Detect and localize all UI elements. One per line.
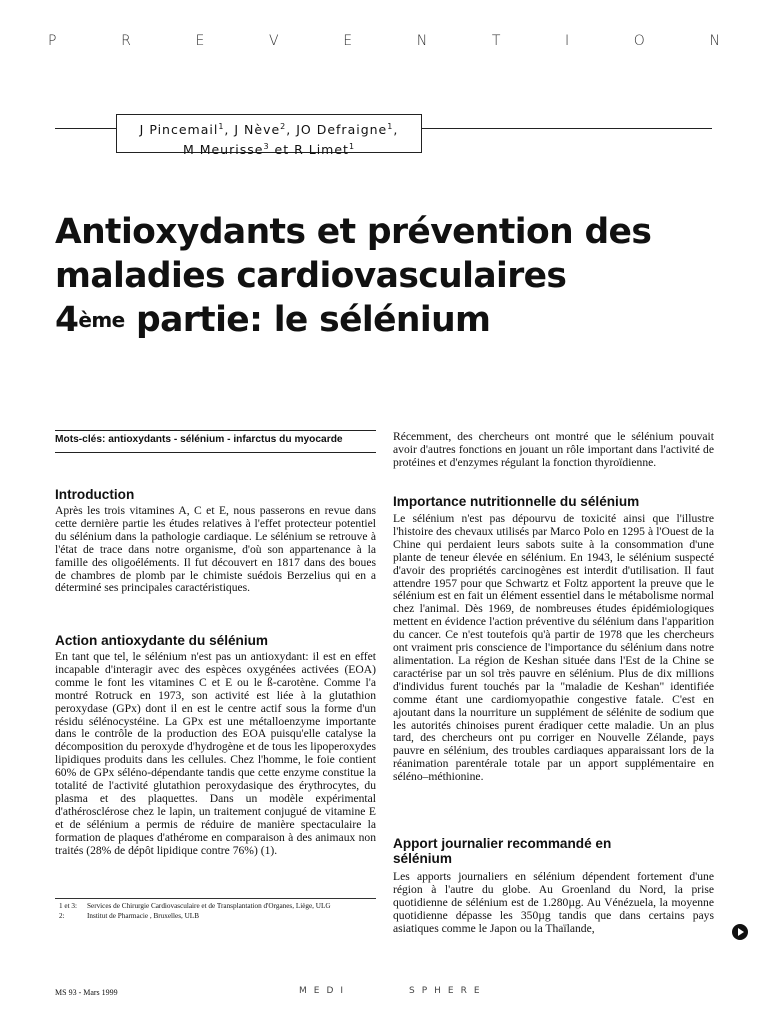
- paragraph-apport: Les apports journaliers en sélénium dépendent fortement d'une région à l'autre du globe. Au Groenland du Nord, la prise quotidienne de sélénium est de 1.280µg. Au Vénézuela, la moyenne quotidienne dépasse les 350µg tandis que dans certains pays asiatiques comme le Japon ou la Thaïlande,: [393, 870, 714, 935]
- footer-issue: MS 93 - Mars 1999: [55, 988, 118, 997]
- section-letter: N: [709, 33, 720, 49]
- author-line-1: [117, 118, 421, 138]
- heading-apport: [393, 836, 714, 866]
- footer-brand-part2: SPHERE: [409, 986, 487, 996]
- paragraph-importance: Le sélénium n'est pas dépourvu de toxicité ainsi que l'illustre l'histoire des chevaux utilisés par Marco Polo en 1295 à l'Ouest de la Chine qui perdaient leurs sabots suite à la consommation d'une plante de teneur élevée en sélénium. En 1943, le sélénium suspecté d'avoir des propriétés carcinogènes est interdit d'utilisation. Il faut attendre 1957 pour que Schwartz et Foltz apportent la preuve que le sélénium est en fait un élément essentiel dans le métabolisme normal chez l'animal. Dès 1969, de nombreuses études épidémiologiques mettent en évidence l'action préventive du sélénium dans l'apparition du cancer. Ce n'est toutefois qu'à partir de 1978 que les chercheurs ont vraiment pris conscience de l'importance du sélénium dans notre alimentation. La région de Keshan située dans l'Est de la Chine se caractérise par un sol très pauvre en sélénium. Plus de dix millions d'individus furent touchés par la "maladie de Keshan" identifiée comme étant une cardiomyopathie congestive fatale. C'est en ajoutant dans la nourriture un supplément de sélénite de sodium que les autorités chinoises purent éradiquer cette maladie. Un an plus tard, des chercheurs ont pu corriger en Nouvelle Zélande, pays pauvre en sélénium, des troubles cardiaques apparaissant lors de la réanimation parentérale totale par un apport supplémentaire en séléno–méthionine.: [393, 512, 714, 784]
- author-name: , J Nève: [224, 122, 281, 138]
- keywords-rule-top: [55, 430, 376, 431]
- keywords: Mots-clés: antioxydants - sélénium - infarctus du myocarde: [55, 434, 343, 445]
- author-name: , JO Defraigne: [286, 122, 388, 138]
- author-name: M Meurisse: [182, 142, 264, 158]
- author-affil: 1: [348, 142, 356, 152]
- paragraph-introduction: Après les trois vitamines A, C et E, nous passerons en revue dans cette dernière partie les études relatives à l'effet protecteur potentiel du sélénium dans la pathologie cardiaque. Le sélénium se retrouve à l'état de trace dans notre organisme, d'où son appartenance à la famille des oligoéléments. Il fut découvert en 1817 dans des boues de chambres de plomb par le chimiste suédois Berzelius qui en a déterminé ses principales caractéristiques.: [55, 504, 376, 595]
- section-letter: O: [633, 33, 645, 49]
- title-sup: ème: [78, 308, 125, 332]
- title-line: maladies cardiovasculaires: [55, 256, 567, 296]
- author-affil: 1: [218, 122, 225, 131]
- author-rule-left: [55, 128, 117, 129]
- section-label: [48, 33, 720, 49]
- author-box: [116, 114, 422, 158]
- author-name: J Pincemail: [139, 122, 219, 138]
- keywords-rule-bottom: [55, 452, 376, 453]
- footnote-row: [59, 901, 377, 911]
- heading-introduction: Introduction: [55, 487, 135, 502]
- title-line: Antioxydants et prévention des: [55, 212, 652, 252]
- section-letter: P: [48, 33, 57, 49]
- title-line: [55, 298, 735, 346]
- author-affil: 1: [387, 122, 394, 131]
- article-title: [55, 210, 735, 346]
- footnote-text: Institut de Pharmacie , Bruxelles, ULB: [87, 912, 199, 920]
- paragraph-recent: Récemment, des chercheurs ont montré que le sélénium pouvait avoir d'autres fonctions en jouant un rôle important dans l'activité de protéines et d'enzymes régulant la fonction thyroïdienne.: [393, 430, 714, 469]
- footnotes: [59, 901, 377, 921]
- footnote-text: Services de Chirurgie Cardiovasculaire et de Transplantation d'Organes, Liège, ULG: [87, 902, 331, 910]
- author-name: et R Limet: [269, 142, 349, 158]
- author-affil: 3: [263, 142, 270, 152]
- title-part: 4: [55, 300, 79, 340]
- heading-apport-line: Apport journalier recommandé en: [393, 836, 612, 851]
- footnote-number: 2:: [59, 912, 65, 920]
- heading-action: Action antioxydante du sélénium: [55, 633, 268, 648]
- section-letter: I: [565, 33, 570, 49]
- footnote-rule: [55, 898, 376, 899]
- continue-arrow-icon: [732, 924, 748, 940]
- section-letter: R: [121, 33, 131, 49]
- section-letter: E: [195, 33, 205, 49]
- author-line-2: [117, 138, 421, 158]
- section-letter: V: [268, 33, 279, 49]
- author-sep: ,: [393, 122, 399, 138]
- section-letter: T: [491, 33, 501, 49]
- footnote-number: 1 et 3:: [59, 902, 77, 910]
- footnote-row: [59, 911, 377, 921]
- title-part: partie: le sélénium: [124, 300, 491, 340]
- paragraph-action: En tant que tel, le sélénium n'est pas un antioxydant: il est en effet incapable d'interagir avec des espèces oxygénées activées (EOA) comme le font les vitamines C et E ou le ß-carotène. Comme l'a montré Rotruck en 1973, son activité est liée à la glutathion peroxydase (GPx) dont il en est le centre actif sous la forme d'un résidu sélénocystéine. La GPx est une métalloenzyme importante dans le contrôle de la production des EOA puisqu'elle catalyse la décomposition du peroxyde d'hydrogène et de tous les lipoperoxydes lipidiques produits dans les cellules. Chez l'homme, le foie contient 60% de GPx séléno-dépendante tandis que cette enzyme constitue la totalité de l'activité glutathion peroxydasique des érythrocytes, du plasma et des plaquettes. Dans un modèle expérimental d'athérosclérose chez le lapin, un traitement conjugué de vitamine E et de sélénium a permis de réduire de manière spectaculaire la formation de plaques d'athérome en comparaison à des animaux non traités (28% de dépôt lipidique contre 76%) (1).: [55, 650, 376, 857]
- footer-brand-part1: MEDI: [299, 986, 351, 996]
- section-letter: N: [416, 33, 428, 49]
- section-letter: E: [343, 33, 353, 49]
- heading-importance: Importance nutritionnelle du sélénium: [393, 494, 640, 509]
- author-rule-right: [421, 128, 712, 129]
- heading-apport-line: sélénium: [393, 851, 452, 866]
- author-affil: 2: [280, 122, 287, 131]
